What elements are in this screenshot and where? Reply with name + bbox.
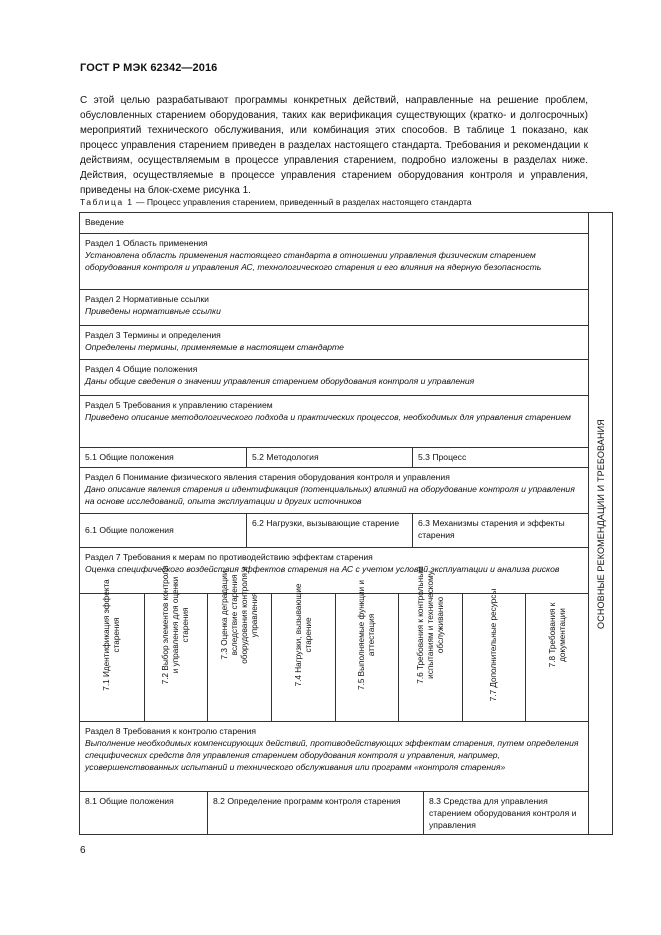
section-5-title: Раздел 5 Требования к управлению старением — [85, 400, 273, 410]
subsection-8-3 — [423, 792, 589, 834]
table-row-intro — [80, 213, 589, 233]
subsection-7-8 — [525, 594, 589, 721]
section-7-title: Раздел 7 Требования к мерам по противодействию эффектам старения — [85, 552, 373, 562]
subsection-7-5-label: 7.5 Выполняемые функции и аттестация — [357, 580, 376, 690]
table-row-section-8-subs — [80, 791, 589, 834]
table-main — [80, 213, 589, 834]
subsection-7-6 — [398, 566, 462, 721]
side-label-column — [588, 213, 612, 834]
table-row-section-5 — [80, 395, 589, 447]
section-8-title: Раздел 8 Требования к контролю старения — [85, 726, 257, 736]
subsection-6-2-label: 6.2 Нагрузки, вызывающие старение — [252, 518, 400, 528]
subsection-6-3 — [412, 514, 589, 547]
section-6-description: Дано описание явления старения и идентификация (потенциальных) влияний на оборудование контроля и управления на основе исследований, опыта эксплуатации и других источников — [85, 484, 575, 506]
subsection-7-4 — [271, 583, 335, 721]
subsection-7-2-label: 7.2 Выбор элементов контроля и управления для оценки старения — [161, 565, 190, 685]
table-row-section-8 — [80, 721, 589, 791]
table-caption — [80, 197, 600, 207]
subsection-8-2 — [207, 792, 423, 834]
subsection-7-8-label: 7.8 Требования к документации — [547, 602, 567, 668]
subsection-8-2-label: 8.2 Определение программ контроля старения — [213, 796, 401, 806]
subsection-8-1-label: 8.1 Общие положения — [85, 796, 174, 806]
subsection-5-3-label: 5.3 Процесс — [418, 452, 467, 462]
subsection-7-5 — [335, 580, 398, 721]
section-3-description: Определены термины, применяемые в настоящем стандарте — [85, 342, 344, 352]
section-4-description: Даны общие сведения о значении управления старением оборудования контроля и управления — [85, 376, 475, 386]
subsection-8-1 — [80, 792, 207, 834]
side-label: ОСНОВНЫЕ РЕКОМЕНДАЦИИ И ТРЕБОВАНИЯ — [595, 418, 606, 629]
table-row-section-2 — [80, 289, 589, 325]
subsection-7-6-label: 7.6 Требования к контрольным испытаниям и техническому обслуживанию — [415, 566, 445, 684]
section-1-title: Раздел 1 Область применения — [85, 238, 208, 248]
intro-row-label: Введение — [85, 217, 124, 227]
subsection-7-2 — [144, 565, 207, 721]
section-6-title: Раздел 6 Понимание физического явления старения оборудования контроля и управления — [85, 472, 450, 482]
table-caption-label: Таблица 1 — [80, 197, 134, 207]
table-row-section-5-subs — [80, 447, 589, 467]
subsection-5-3 — [412, 448, 589, 467]
subsection-7-7-label: 7.7 Дополнительные ресурсы — [489, 588, 498, 702]
subsection-6-1 — [80, 514, 246, 547]
section-2-title: Раздел 2 Нормативные ссылки — [85, 294, 209, 304]
section-3-title: Раздел 3 Термины и определения — [85, 330, 221, 340]
subsection-8-3-label: 8.3 Средства для управления старением оборудования контроля и управления — [429, 796, 577, 830]
section-8-description: Выполнение необходимых компенсирующих действий, противодействующих эффектам старения, путем определения специфических средств для управления старением оборудования контроля и управления, например, усовершенствованных испытаний и технического обслуживания или программ «контроля старения» — [85, 738, 579, 772]
table-row-section-4 — [80, 359, 589, 395]
table-row-section-6 — [80, 467, 589, 513]
table-caption-text: — Процесс управления старением, приведенный в разделах настоящего стандарта — [133, 197, 472, 207]
subsection-6-1-label: 6.1 Общие положения — [85, 525, 174, 535]
table-row-section-7 — [80, 547, 589, 593]
page-number: 6 — [80, 845, 86, 856]
subsection-5-2 — [246, 448, 412, 467]
subsection-5-2-label: 5.2 Методология — [252, 452, 319, 462]
subsection-6-3-label: 6.3 Механизмы старения и эффекты старения — [418, 518, 565, 540]
subsection-7-1-label: 7.1 Идентификация эффекта старения — [102, 579, 121, 691]
subsection-5-1-label: 5.1 Общие положения — [85, 452, 174, 462]
section-1-description: Установлена область применения настоящего стандарта в отношении управления физическим старением оборудования контроля и управления АС, технологического старения и его влияния на ядерную безопасность — [85, 250, 542, 272]
table-row-section-6-subs — [80, 513, 589, 547]
table-row-section-1 — [80, 233, 589, 289]
subsection-7-3 — [207, 566, 271, 721]
subsection-7-1 — [80, 579, 144, 721]
subsection-7-7 — [462, 588, 525, 721]
section-7-description: Оценка специфического воздействия эффектов старения на АС с учетом условий эксплуатации и анализа рисков — [85, 564, 560, 574]
subsection-7-4-label: 7.4 Нагрузки, вызывающие старение — [293, 583, 313, 687]
aging-process-table — [79, 212, 613, 835]
document-header: ГОСТ Р МЭК 62342—2016 — [80, 62, 218, 74]
subsection-6-2 — [246, 514, 412, 547]
section-4-title: Раздел 4 Общие положения — [85, 364, 198, 374]
subsection-5-1 — [80, 448, 246, 467]
intro-paragraph — [80, 93, 588, 198]
section-5-description: Приведено описание методологического подхода и практических процессов, необходимых для управления старением — [85, 412, 571, 422]
section-2-description: Приведены нормативные ссылки — [85, 306, 221, 316]
subsection-7-3-label: 7.3 Оценка деградации вследствие старения оборудования контроля и управления — [219, 566, 259, 664]
intro-text: С этой целью разрабатывают программы конкретных действий, направленные на решение проблем, обусловленных старением оборудования, таких как верификация существующих (кратко- и долгосрочных) мероприятий технического обслуживания, или комбинация этих способов. В таблице 1 показано, как процесс управления старением приведен в разделах настоящего стандарта. Требования и рекомендации к действиям, осуществляемым в процессе управления старением, подробно изложены в разделах ниже. Действия, осуществляемые в процессе управления старением оборудования контроля и управления, приведены на блок-схеме рисунка 1. — [80, 95, 588, 196]
table-row-section-3 — [80, 325, 589, 359]
